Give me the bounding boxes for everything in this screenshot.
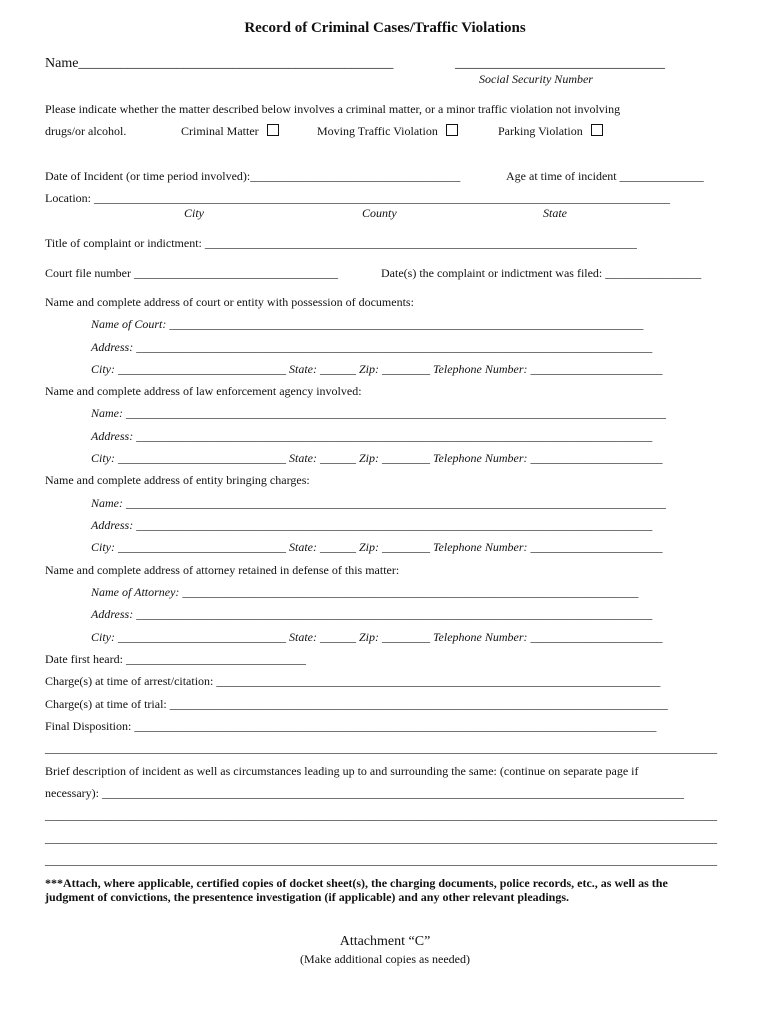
charging-entity-address-field[interactable]: Address: ______________________________________________________________________________________ [91, 518, 653, 532]
law-enforcement-name-field[interactable]: Name: __________________________________________________________________________________________ [91, 406, 666, 420]
city-caption: City [184, 206, 204, 220]
court-name-field[interactable]: Name of Court: _______________________________________________________________________________ [91, 317, 644, 331]
date-of-incident-field[interactable]: Date of Incident (or time period involved):___________________________________ [45, 169, 461, 183]
age-at-incident-field[interactable]: Age at time of incident ______________ [506, 169, 704, 183]
intro-text-2: drugs/or alcohol. [45, 124, 127, 138]
parking-violation-label: Parking Violation [498, 124, 583, 138]
law-enforcement-address-field[interactable]: Address: ______________________________________________________________________________________ [91, 429, 653, 443]
state-caption: State [543, 206, 567, 220]
charges-at-arrest-field[interactable]: Charge(s) at time of arrest/citation: __________________________________________________________________________ [45, 674, 661, 688]
date-filed-field[interactable]: Date(s) the complaint or indictment was filed: ________________ [381, 266, 702, 280]
attorney-heading: Name and complete address of attorney retained in defense of this matter: [45, 563, 400, 577]
law-enforcement-city-line[interactable]: City: ____________________________ State: ______ Zip: ________ Telephone Number: ______________________ [91, 451, 663, 465]
charging-entity-heading: Name and complete address of entity bringing charges: [45, 473, 310, 487]
county-caption: County [362, 206, 397, 220]
charging-entity-name-field[interactable]: Name: __________________________________________________________________________________________ [91, 496, 666, 510]
court-file-number-field[interactable]: Court file number __________________________________ [45, 266, 338, 280]
law-enforcement-heading: Name and complete address of law enforcement agency involved: [45, 384, 362, 398]
criminal-matter-option[interactable] [181, 124, 279, 139]
attorney-name-field[interactable]: Name of Attorney: ____________________________________________________________________________ [91, 585, 639, 599]
name-field[interactable]: Name_____________________________________________ [45, 56, 394, 71]
form-title: Record of Criminal Cases/Traffic Violations [244, 20, 526, 36]
moving-violation-option[interactable] [317, 124, 458, 139]
brief-description-field[interactable]: necessary): _________________________________________________________________________________________________ [45, 786, 684, 800]
court-city-line[interactable]: City: ____________________________ State: ______ Zip: ________ Telephone Number: ______________________ [91, 362, 663, 376]
moving-violation-label: Moving Traffic Violation [317, 124, 438, 138]
brief-description-line[interactable]: ________________________________________________________________________________________________________________ [45, 808, 717, 822]
attachment-instructions-2: judgment of convictions, the presentence investigation (if applicable) and any other relevant pleadings. [45, 890, 570, 904]
complaint-title-field[interactable]: Title of complaint or indictment: ________________________________________________________________________ [45, 236, 637, 250]
criminal-matter-label: Criminal Matter [181, 124, 259, 138]
date-first-heard-field[interactable]: Date first heard: ______________________________ [45, 652, 306, 666]
attachment-note: (Make additional copies as needed) [300, 952, 470, 966]
ssn-field[interactable]: ______________________________ [455, 56, 665, 71]
attachment-label: Attachment “C” [339, 934, 431, 949]
charging-entity-city-line[interactable]: City: ____________________________ State: ______ Zip: ________ Telephone Number: ______________________ [91, 540, 663, 554]
charges-at-trial-field[interactable]: Charge(s) at time of trial: ___________________________________________________________________________________ [45, 697, 668, 711]
attorney-address-field[interactable]: Address: ______________________________________________________________________________________ [91, 607, 653, 621]
final-disposition-continuation[interactable]: ________________________________________________________________________________________________________________ [45, 741, 717, 755]
moving-violation-checkbox[interactable] [446, 124, 458, 136]
brief-description-prompt: Brief description of incident as well as circumstances leading up to and surrounding the same: (continue on separate page if [45, 764, 639, 778]
court-section-heading: Name and complete address of court or entity with possession of documents: [45, 295, 414, 309]
final-disposition-field[interactable]: Final Disposition: _______________________________________________________________________________________ [45, 719, 657, 733]
brief-description-line[interactable]: ________________________________________________________________________________________________________________ [45, 853, 717, 867]
brief-description-line[interactable]: ________________________________________________________________________________________________________________ [45, 831, 717, 845]
ssn-caption: Social Security Number [479, 72, 593, 86]
court-address-field[interactable]: Address: ______________________________________________________________________________________ [91, 340, 653, 354]
parking-violation-option[interactable] [498, 124, 603, 139]
location-field[interactable]: Location: ________________________________________________________________________________________________ [45, 191, 670, 205]
criminal-matter-checkbox[interactable] [267, 124, 279, 136]
intro-text: Please indicate whether the matter described below involves a criminal matter, or a minor traffic violation not involving [45, 102, 621, 116]
attachment-instructions: ***Attach, where applicable, certified copies of docket sheet(s), the charging documents, police records, etc., as well as the [45, 876, 668, 890]
parking-violation-checkbox[interactable] [591, 124, 603, 136]
attorney-city-line[interactable]: City: ____________________________ State: ______ Zip: ________ Telephone Number: ______________________ [91, 630, 663, 644]
